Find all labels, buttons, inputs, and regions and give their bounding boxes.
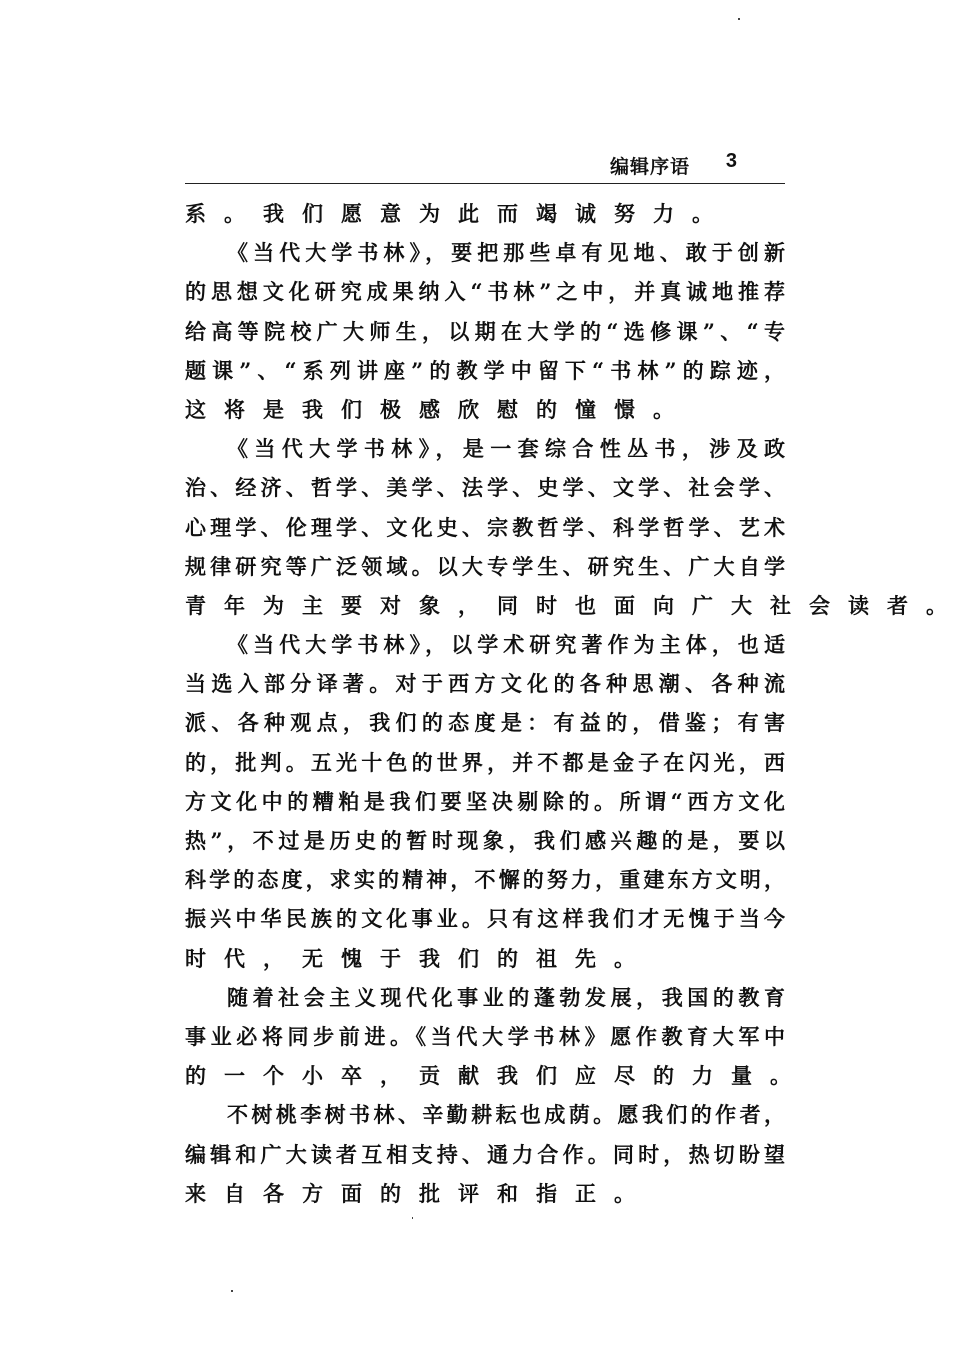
text-line: 事业必将同步前进。《当代大学书林》愿作教育大军中 [185, 1023, 785, 1049]
paragraph [185, 978, 809, 1096]
text-line: 题课”、“系列讲座”的教学中留下“书林”的踪迹， [185, 357, 785, 383]
text-line: 派、各种观点，我们的态度是：有益的，借鉴；有害 [185, 710, 785, 736]
scan-speck [738, 18, 740, 20]
paragraph [185, 233, 785, 429]
text-line: 《当代大学书林》，以学术研究著作为主体，也适 [227, 632, 785, 658]
scan-speck [412, 1217, 413, 1219]
header-title: 编辑序语 [609, 156, 690, 178]
text-line: 科学的态度，求实的精神，不懈的努力，重建东方文明， [185, 867, 785, 893]
running-header [185, 148, 785, 180]
text-line: 方文化中的糟粕是我们要坚决剔除的。所谓“西方文化 [185, 788, 785, 814]
text-line: 《当代大学书林》，是一套综合性丛书，涉及政 [227, 436, 785, 462]
paragraph [185, 429, 965, 625]
text-line: 的一个小卒，贡献我们应尽的力量。 [185, 1063, 809, 1089]
text-line: 心理学、伦理学、文化史、宗教哲学、科学哲学、艺术 [185, 514, 785, 540]
text-line: 不树桃李树书林、辛勤耕耘也成荫。愿我们的作者， [227, 1102, 785, 1128]
text-line: 振兴中华民族的文化事业。只有这样我们才无愧于当今 [185, 906, 785, 932]
text-line: 这将是我们极感欣慰的憧憬。 [185, 396, 692, 422]
body-text [185, 194, 965, 1213]
paragraph [185, 625, 785, 978]
text-line: 时代，无愧于我们的祖先。 [185, 945, 653, 971]
text-line: 治、经济、哲学、美学、法学、史学、文学、社会学、 [185, 475, 785, 501]
paragraph [185, 1095, 785, 1213]
paragraph [185, 194, 785, 233]
text-line: 当选入部分译著。对于西方文化的各种思潮、各种流 [185, 671, 785, 697]
scan-speck [231, 1290, 233, 1292]
text-line: 规律研究等广泛领域。以大专学生、研究生、广大自学 [185, 553, 785, 579]
text-line: 来自各方面的批评和指正。 [185, 1180, 653, 1206]
text-line: 的，批判。五光十色的世界，并不都是金子在闪光，西 [185, 749, 785, 775]
text-line: 随着社会主义现代化事业的蓬勃发展，我国的教育 [227, 984, 785, 1010]
text-line: 《当代大学书林》，要把那些卓有见地、敢于创新 [227, 240, 785, 266]
text-line: 热”，不过是历史的暂时现象，我们感兴趣的是，要以 [185, 828, 785, 853]
page-number: 3 [725, 150, 737, 172]
text-line: 的思想文化研究成果纳入“书林”之中，并真诚地推荐 [185, 279, 785, 305]
text-line: 青年为主要对象，同时也面向广大社会读者。 [185, 592, 965, 618]
text-line: 编辑和广大读者互相支持、通力合作。同时，热切盼望 [185, 1141, 785, 1167]
text-line: 给高等院校广大师生，以期在大学的“选修课”、“专 [185, 318, 785, 344]
header-rule [185, 183, 785, 184]
text-line: 系。我们愿意为此而竭诚努力。 [185, 201, 731, 226]
